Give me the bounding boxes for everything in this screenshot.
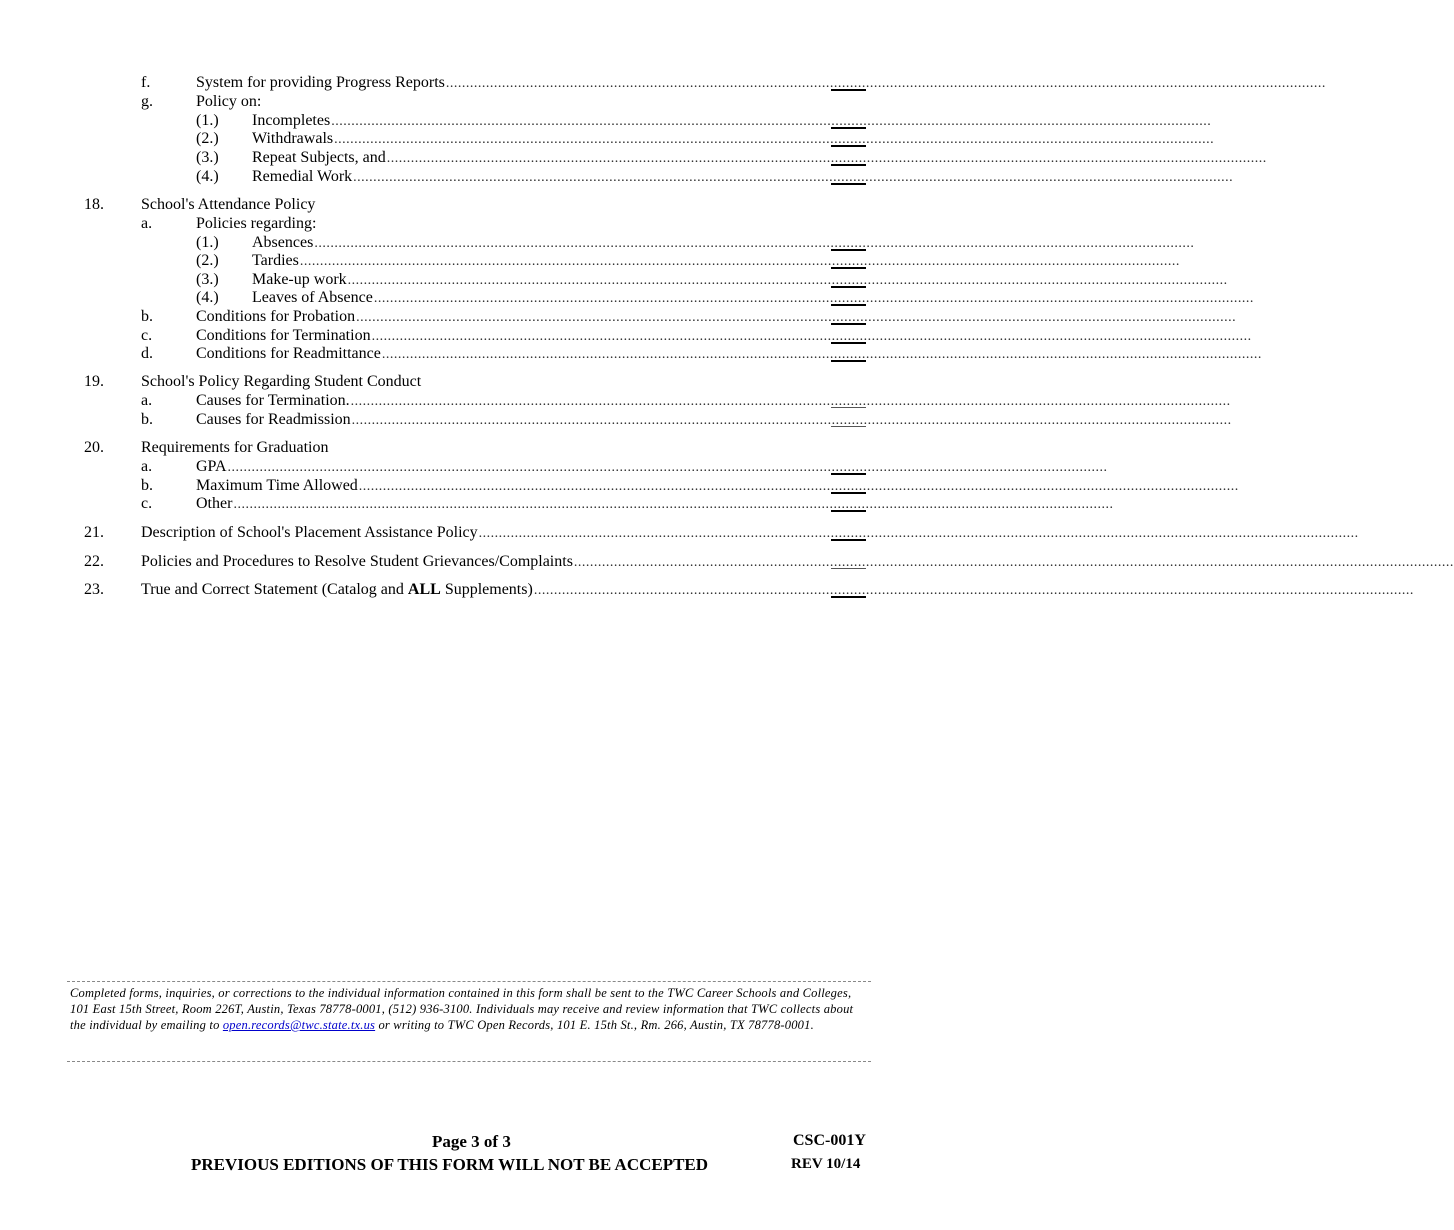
checklist-row [0,270,1228,289]
checklist-row [0,410,1232,429]
footer-note-text: Completed forms, inquiries, or corrections to the individual information contained in this form shall be sent to the TWC Career Schools and Colleges, 101 East 15th Street, Room 226T, Austin, Texas 78778-0001, (512) 936-3100. Individuals may receive and review information that TWC collects about the individual by emailing to [70,986,854,1032]
item-label-line [141,552,1454,571]
item-letter: a. [141,458,153,475]
dot-leader: ............................................................................................................................................................................................................................ [533,583,1414,598]
checkoff-blank[interactable] [831,426,866,427]
item-letter: b. [141,477,153,494]
item-label-line [252,233,1195,252]
dot-leader: ............................................................................................................................................................................................................................ [314,236,1195,251]
dot-leader: ............................................................................................................................................................................................................................ [478,526,1359,541]
item-subnumber: (2.) [196,130,219,147]
item-label-line [252,288,1254,307]
item-label: Absences [252,234,314,251]
checklist-row [0,92,950,111]
item-label: School's Policy Regarding Student Conduct [141,373,422,390]
item-label: Incompletes [252,112,331,129]
checklist-row [0,438,950,457]
item-letter: b. [141,411,153,428]
item-label-line [252,251,1180,270]
item-letter: g. [141,93,153,110]
dot-leader: ............................................................................................................................................................................................................................ [381,347,1262,362]
item-label-line [196,326,1252,345]
checkoff-blank[interactable] [831,407,866,408]
item-label-line [196,92,262,111]
footer-top-divider [67,981,871,982]
item-letter: a. [141,215,153,232]
dot-leader: ............................................................................................................................................................................................................................ [233,497,1114,512]
item-label: Leaves of Absence [252,289,373,306]
item-label-part: Supplements) [440,581,533,598]
checklist-row [0,167,1234,186]
checklist-row [0,580,1414,599]
checkoff-blank[interactable] [831,164,866,166]
item-label-line [252,111,1212,130]
checkoff-blank[interactable] [831,568,866,569]
item-letter: d. [141,345,153,362]
dot-leader: ............................................................................................................................................................................................................................ [334,132,1215,147]
dot-leader: ............................................................................................................................................................................................................................ [353,170,1234,185]
dot-leader: ............................................................................................................................................................................................................................ [573,555,1454,570]
checklist-row [0,195,950,214]
dot-leader: ............................................................................................................................................................................................................................ [358,479,1239,494]
item-label-line [141,372,422,391]
dot-leader: ............................................................................................................................................................................................................................ [386,151,1267,166]
item-subnumber: (3.) [196,149,219,166]
checklist-row [0,233,1195,252]
item-subnumber: (1.) [196,112,219,129]
item-label-line [196,476,1239,495]
checkoff-blank[interactable] [831,539,866,541]
checklist-row [0,457,1108,476]
checklist-row [0,523,1359,542]
checklist-row [0,111,1212,130]
checklist-row [0,344,1262,363]
item-letter: c. [141,327,153,344]
item-label [141,580,534,599]
dot-leader: ............................................................................................................................................................................................................................ [356,310,1237,325]
item-label-line [252,148,1267,167]
checkoff-blank[interactable] [831,304,866,306]
item-subnumber: (4.) [196,289,219,306]
item-label: Maximum Time Allowed [196,477,358,494]
item-label-line [196,391,1231,410]
dot-leader: ............................................................................................................................................................................................................................ [331,114,1212,129]
item-label-line [196,214,317,233]
item-label-line [196,344,1262,363]
checkoff-blank[interactable] [831,89,866,91]
checklist-row [0,129,1215,148]
form-code: CSC-001Y [793,1132,866,1149]
dot-leader: ............................................................................................................................................................................................................................ [445,76,1326,91]
item-label: Conditions for Termination [196,327,371,344]
item-label-line [196,307,1237,326]
item-number: 20. [84,439,104,456]
item-letter: a. [141,392,153,409]
item-letter: f. [141,74,151,91]
checkoff-blank[interactable] [831,596,866,598]
item-label-line [252,167,1234,186]
checkoff-blank[interactable] [831,267,866,269]
item-label: Tardies [252,252,299,269]
item-label: Withdrawals [252,130,334,147]
item-label: Policies and Procedures to Resolve Student Grievances/Complaints [141,553,573,570]
dot-leader: ............................................................................................................................................................................................................................ [227,460,1108,475]
item-label: Policy on: [196,93,262,110]
checklist-row [0,73,1326,92]
item-label: GPA [196,458,227,475]
checklist-row [0,251,1180,270]
item-label-line [196,410,1232,429]
checkoff-blank[interactable] [831,473,866,475]
checklist-row [0,372,950,391]
item-label: Conditions for Probation [196,308,356,325]
item-letter: c. [141,495,153,512]
item-subnumber: (2.) [196,252,219,269]
checklist-row [0,307,1237,326]
item-subnumber: (1.) [196,234,219,251]
checklist-row [0,214,950,233]
editions-warning: PREVIOUS EDITIONS OF THIS FORM WILL NOT BE ACCEPTED [191,1155,709,1174]
checklist-row [0,552,1454,571]
checklist-row [0,326,1252,345]
item-number: 21. [84,524,104,541]
form-revision: REV 10/14 [791,1156,861,1172]
footer-bottom-divider [67,1061,871,1062]
item-label-line [196,73,1326,92]
item-label: Make-up work [252,271,347,288]
dot-leader: ............................................................................................................................................................................................................................ [347,273,1228,288]
item-label: Conditions for Readmittance [196,345,381,362]
item-label: School's Attendance Policy [141,196,316,213]
checklist-row [0,148,1267,167]
dot-leader: ............................................................................................................................................................................................................................ [371,329,1252,344]
item-subnumber: (3.) [196,271,219,288]
item-label: System for providing Progress Reports [196,74,445,91]
checkoff-blank[interactable] [831,323,866,325]
item-label: Policies regarding: [196,215,317,232]
item-label-line [252,270,1228,289]
item-label: Causes for Termination. [196,392,350,409]
item-label-line [141,580,1414,599]
item-letter: b. [141,308,153,325]
item-label-line [252,129,1215,148]
item-label-line [141,523,1359,542]
checklist-row [0,494,1114,513]
checkoff-blank[interactable] [831,183,866,185]
item-label: Description of School's Placement Assistance Policy [141,524,478,541]
footer-note [70,985,870,1033]
item-label: Requirements for Graduation [141,439,329,456]
item-label: Causes for Readmission [196,411,351,428]
item-label-line [196,457,1108,476]
item-label-line [141,195,316,214]
checkoff-blank[interactable] [831,510,866,512]
item-label: Repeat Subjects, and [252,149,386,166]
item-label-line [196,494,1114,513]
dot-leader: ............................................................................................................................................................................................................................ [351,413,1232,428]
checklist-row [0,476,1239,495]
footer-note-text-end: or writing to TWC Open Records, 101 E. 15th St., Rm. 266, Austin, TX 78778-0001. [375,1018,814,1032]
checklist-row [0,391,1231,410]
open-records-email-link[interactable]: open.records@twc.state.tx.us [222,1018,376,1032]
item-label-part: True and Correct Statement (Catalog and [141,581,408,598]
item-subnumber: (4.) [196,168,219,185]
checkoff-blank[interactable] [831,360,866,362]
dot-leader: ............................................................................................................................................................................................................................ [299,254,1180,269]
checkoff-blank[interactable] [831,145,866,147]
item-number: 23. [84,581,104,598]
item-label: Remedial Work [252,168,353,185]
page-number: Page 3 of 3 [432,1132,511,1151]
item-number: 22. [84,553,104,570]
dot-leader: ............................................................................................................................................................................................................................ [373,291,1254,306]
dot-leader: ............................................................................................................................................................................................................................ [350,394,1231,409]
item-label-emphasis: ALL [407,581,441,598]
item-number: 19. [84,373,104,390]
checklist-row [0,288,1254,307]
item-label-line [141,438,330,457]
item-label: Other [196,495,233,512]
item-number: 18. [84,196,104,213]
